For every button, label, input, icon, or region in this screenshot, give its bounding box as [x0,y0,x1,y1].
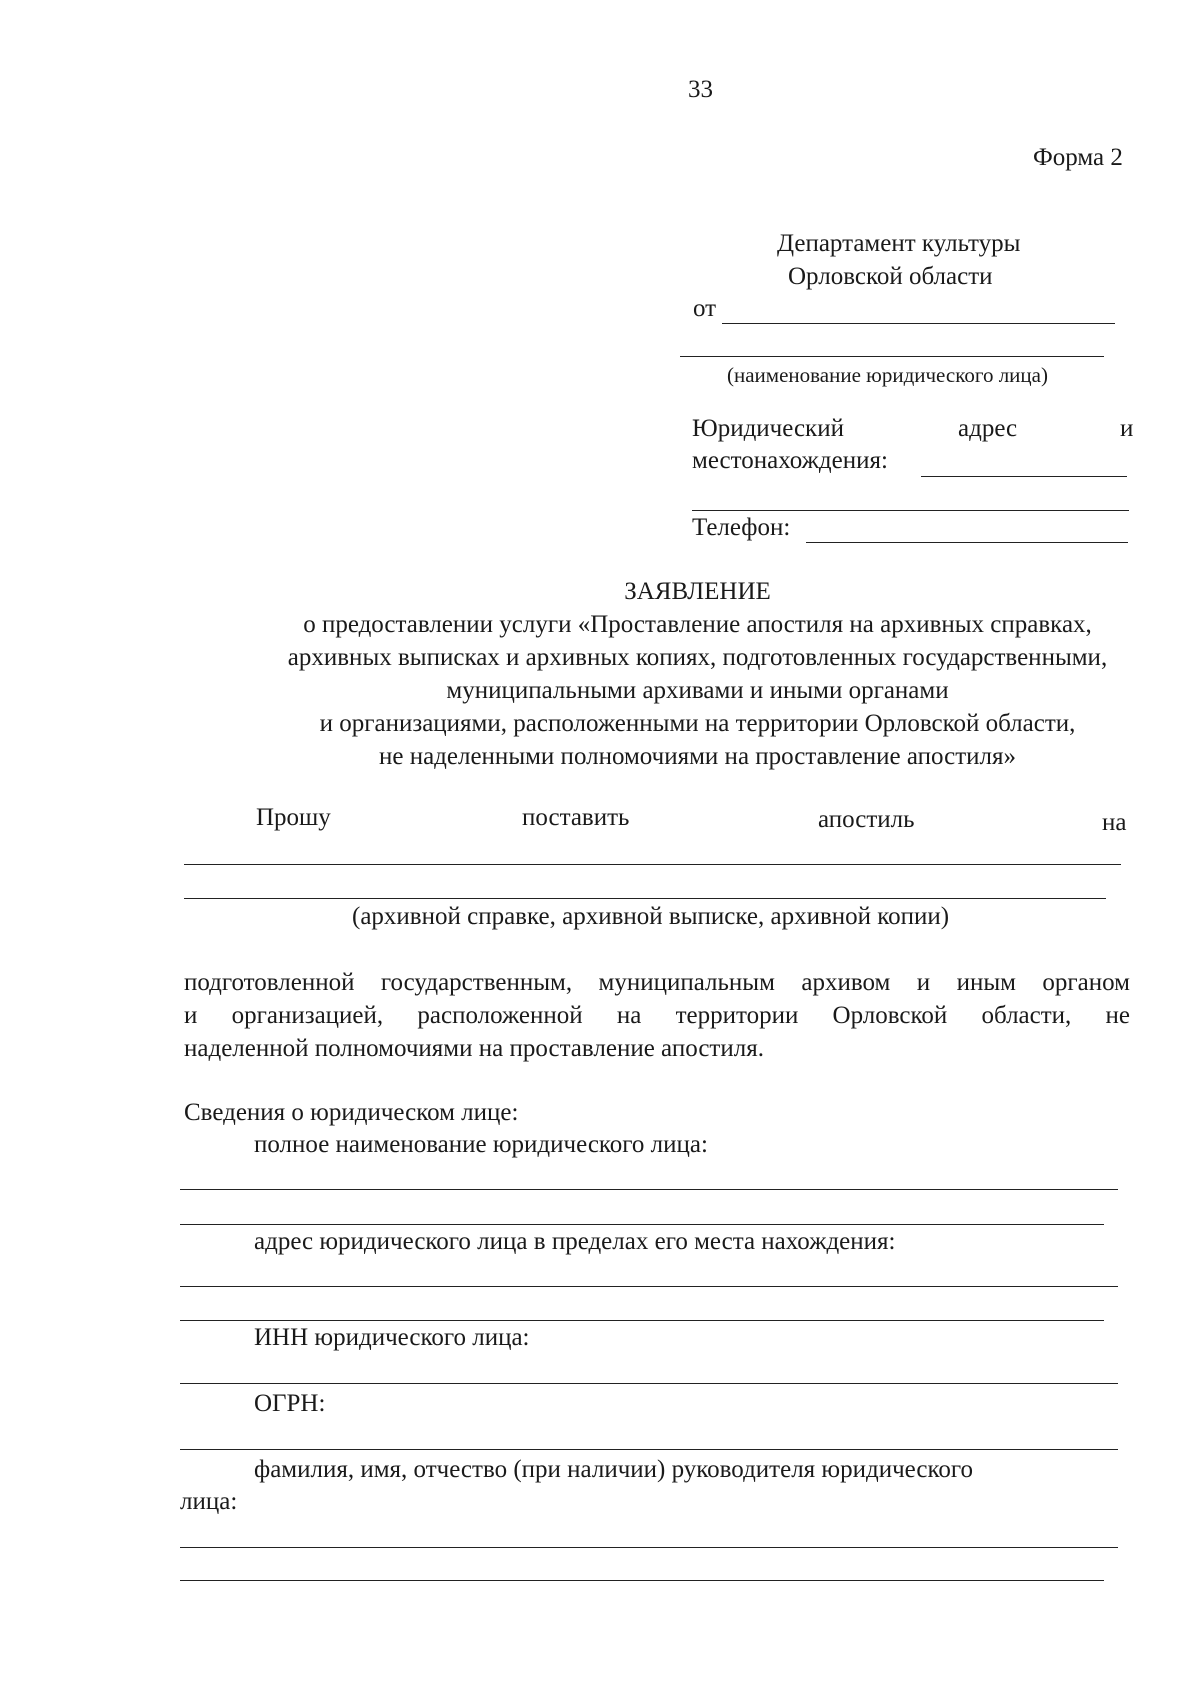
document-type-line-2[interactable] [184,898,1106,899]
request-word-2: поставить [522,804,630,831]
inn-label: ИНН юридического лица: [254,1324,530,1351]
phone-label: Телефон: [692,514,791,541]
head-name-label-line-1: фамилия, имя, отчество (при наличии) руководителя юридического [254,1456,973,1483]
address-word-2: адрес [958,415,1018,442]
head-name-field-line-1[interactable] [180,1547,1118,1548]
head-name-label-line-2: лица: [180,1488,238,1515]
paragraph-line-3: наделенной полномочиями на проставление апостиля. [184,1035,764,1062]
subtitle-line-2: архивных выписках и архивных копиях, подготовленных государственными, [287,644,1108,671]
from-label: от [693,295,717,322]
ogrn-field-line[interactable] [180,1449,1118,1450]
phone-field-line[interactable] [806,542,1128,543]
head-name-field-line-2[interactable] [180,1580,1104,1581]
subtitle-line-3: муниципальными архивами и иными органами [446,677,949,704]
address-field-line-1[interactable] [921,476,1127,477]
paragraph-line-2: и организацией, расположенной на территории Орловской области, не [184,1002,1130,1029]
request-word-1: Прошу [256,804,331,831]
addressee-line-1: Департамент культуры [777,230,1021,257]
ogrn-label: ОГРН: [254,1390,326,1417]
info-heading: Сведения о юридическом лице: [184,1099,519,1126]
from-hint: (наименование юридического лица) [727,363,1048,387]
document-type-line-1[interactable] [184,864,1121,865]
legal-address-field-line-1[interactable] [180,1286,1118,1287]
page-number: 33 [688,76,713,103]
subtitle-line-5: не наделенными полномочиями на проставление апостиля» [378,743,1017,770]
full-name-label: полное наименование юридического лица: [254,1131,708,1158]
subtitle-line-4: и организациями, расположенными на территории Орловской области, [319,710,1076,737]
request-word-4: на [1102,809,1127,836]
from-field-line-1[interactable] [722,323,1115,324]
document-title: ЗАЯВЛЕНИЕ [624,578,771,605]
address-word-1: Юридический [692,415,844,442]
full-name-field-line-1[interactable] [180,1189,1118,1190]
form-label: Форма 2 [1033,144,1123,171]
paragraph-line-1: подготовленной государственным, муниципальным архивом и иным органом [184,969,1130,996]
address-label: местонахождения: [692,447,888,474]
full-name-field-line-2[interactable] [180,1224,1104,1225]
from-field-line-2[interactable] [680,356,1104,357]
addressee-line-2: Орловской области [788,263,993,290]
legal-address-label: адрес юридического лица в пределах его места нахождения: [254,1228,896,1255]
document-type-hint: (архивной справке, архивной выписке, архивной копии) [352,903,950,930]
inn-field-line[interactable] [180,1383,1118,1384]
request-word-3: апостиль [818,806,915,833]
legal-address-field-line-2[interactable] [180,1320,1104,1321]
subtitle-line-1: о предоставлении услуги «Проставление апостиля на архивных справках, [303,611,1092,638]
address-word-3: и [1120,415,1134,442]
address-field-line-2[interactable] [692,510,1129,511]
